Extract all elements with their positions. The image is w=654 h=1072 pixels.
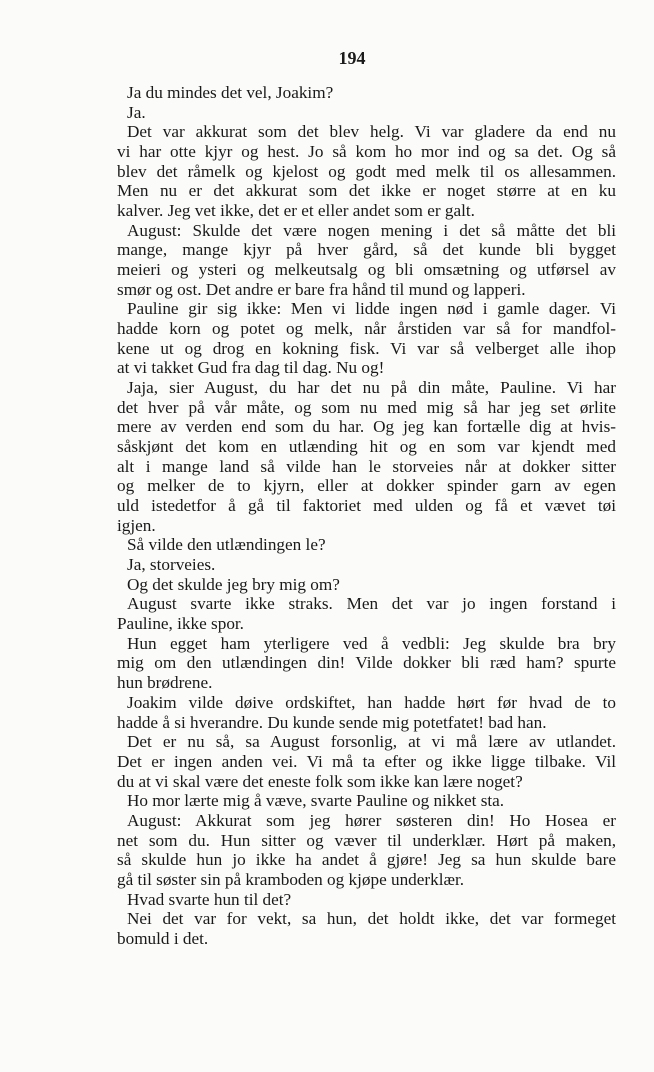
text-line: Hun egget ham yterligere ved å vedbli: Jeg skulde bra bry bbox=[127, 633, 616, 653]
paragraph bbox=[117, 575, 616, 595]
paragraph bbox=[117, 299, 616, 378]
text-line: Og det skulde jeg bry mig om? bbox=[127, 574, 340, 594]
paragraph bbox=[117, 221, 616, 300]
text-line: Joakim vilde døive ordskiftet, han hadde hørt før hvad de to bbox=[127, 692, 616, 712]
text-line: kalver. Jeg vet ikke, det er et eller andet som er galt. bbox=[117, 201, 475, 221]
text-line: Det er nu så, sa August forsonlig, at vi må lære av utlandet. bbox=[127, 732, 616, 752]
text-line: Ja. bbox=[127, 102, 146, 122]
paragraph bbox=[117, 634, 616, 693]
text-line: Nei det var for vekt, sa hun, det holdt ikke, det var formeget bbox=[127, 909, 616, 929]
paragraph bbox=[117, 378, 616, 535]
text-line: Det var akkurat som det blev helg. Vi var gladere da end nu bbox=[127, 122, 616, 142]
text-line: du at vi skal være det eneste folk som ikke kan lære noget? bbox=[117, 771, 523, 791]
text-line: smør og ost. Det andre er bare fra hånd til mund og lapperi. bbox=[117, 279, 526, 299]
text-line: alt i mange land så vilde han le storveies når at dokker sitter bbox=[117, 456, 616, 476]
paragraph bbox=[117, 122, 616, 220]
text-line: hadde å si hverandre. Du kunde sende mig potetfatet! bad han. bbox=[117, 712, 547, 732]
text-line: det hver på vår måte, og som nu med mig så har jeg set ørlite bbox=[117, 397, 616, 417]
text-line: kene ut og drog en kokning fisk. Vi var så velberget alle ihop bbox=[117, 338, 616, 358]
paragraph bbox=[117, 83, 616, 103]
text-line: så skulde hun jo ikke ha andet å gjøre! Jeg sa hun skulde bare bbox=[117, 850, 616, 870]
paragraph bbox=[117, 791, 616, 811]
text-line: Ja du mindes det vel, Joakim? bbox=[127, 83, 334, 102]
text-line: igjen. bbox=[117, 515, 156, 535]
text-line: bomuld i det. bbox=[117, 928, 209, 948]
text-line: mig om den utlændingen din! Vilde dokker bli ræd ham? spurte bbox=[117, 653, 616, 673]
text-line: August: Skulde det være nogen mening i det så måtte det bli bbox=[127, 220, 616, 240]
text-line: Hvad svarte hun til det? bbox=[127, 889, 292, 909]
paragraph bbox=[117, 732, 616, 791]
text-line: hun brødrene. bbox=[117, 673, 213, 693]
text-line: Ja, storveies. bbox=[127, 555, 216, 575]
text-line: at vi takket Gud fra dag til dag. Nu og! bbox=[117, 358, 385, 378]
text-line: uld istedetfor å gå til faktoriet med ulden og få et vævet tøi bbox=[117, 496, 616, 516]
paragraph bbox=[117, 555, 616, 575]
text-line: Pauline, ikke spor. bbox=[117, 614, 244, 634]
text-line: Men nu er det akkurat som det ikke er noget større at en ku bbox=[117, 181, 616, 201]
paragraph bbox=[117, 535, 616, 555]
paragraph bbox=[117, 811, 616, 890]
text-line: meieri og ysteri og melkeutsalg og bli omsætning og utførsel av bbox=[117, 260, 616, 280]
paragraph bbox=[117, 103, 616, 123]
page-number: 194 bbox=[338, 48, 366, 68]
paragraph bbox=[117, 909, 616, 948]
text-line: mange, mange kjyr på hver gård, så det kunde bli bygget bbox=[117, 240, 616, 260]
text-line: blev det råmelk og kjelost og godt med melk til os allesammen. bbox=[117, 161, 616, 181]
text-line: Ho mor lærte mig å væve, svarte Pauline og nikket sta. bbox=[127, 791, 505, 811]
text-line: mere av verden end som du har. Og jeg kan fortælle dig at hvis- bbox=[117, 417, 616, 437]
text-line: såskjønt det kom en utlænding hit og en som var kjendt med bbox=[117, 437, 616, 457]
text-line: Det er ingen anden vei. Vi må ta efter og ikke ligge tilbake. Vil bbox=[117, 751, 616, 771]
text-line: Jaja, sier August, du har det nu på din måte, Pauline. Vi har bbox=[127, 378, 616, 398]
text-line: Så vilde den utlændingen le? bbox=[127, 535, 326, 555]
text-line: net som du. Hun sitter og væver til underklær. Hørt på maken, bbox=[117, 830, 616, 850]
text-line: Pauline gir sig ikke: Men vi lidde ingen nød i gamle dager. Vi bbox=[127, 299, 616, 319]
body-text bbox=[117, 83, 616, 949]
paragraph bbox=[117, 594, 616, 633]
paragraph bbox=[117, 890, 616, 910]
text-line: August svarte ikke straks. Men det var jo ingen forstand i bbox=[127, 594, 616, 614]
text-line: gå til søster sin på kramboden og kjøpe underklær. bbox=[117, 869, 465, 889]
text-line: hadde korn og potet og melk, når årstiden var så for mandfol- bbox=[117, 319, 616, 339]
text-line: og melker de to kjyrn, eller at dokker spinder garn av egen bbox=[117, 476, 616, 496]
text-line: vi har otte kjyr og hest. Jo så kom ho mor ind og sa det. Og så bbox=[117, 142, 616, 162]
paragraph bbox=[117, 693, 616, 732]
text-line: August: Akkurat som jeg hører søsteren din! Ho Hosea er bbox=[127, 810, 616, 830]
